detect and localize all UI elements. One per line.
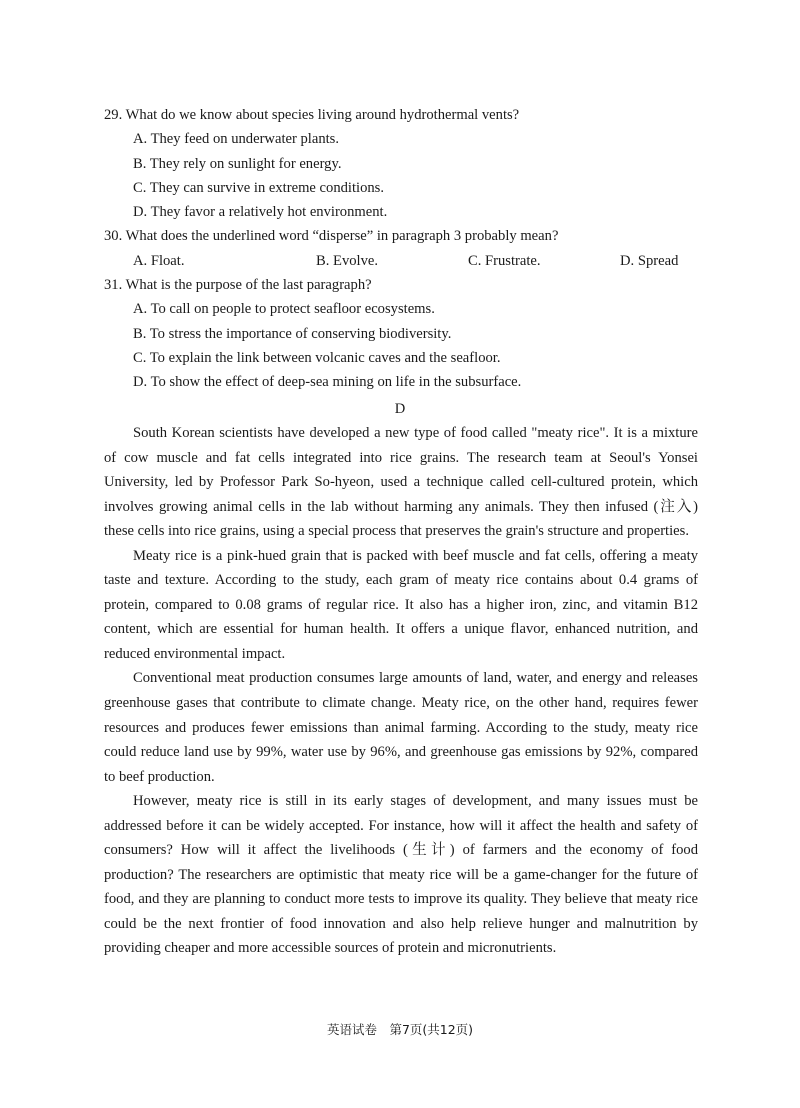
page-footer (0, 1020, 800, 1040)
option-c: C. They can survive in extreme conditions. (133, 179, 385, 196)
option-b: B. To stress the importance of conserving biodiversity. (133, 325, 452, 342)
option-a: A. Float. (133, 252, 185, 269)
question-29 (104, 103, 704, 224)
question-30 (104, 224, 704, 273)
paragraph-3: Conventional meat production consumes large amounts of land, water, and energy and releases greenhouse gases that contribute to climate change. Meaty rice, on the other hand, requires fewer resources and produces fewer emissions than animal farming. According to the study, meaty rice could reduce land use by 99%, water use by 96%, and greenhouse gas emissions by 92%, compared to beef production. (104, 670, 698, 785)
option-d: D. Spread (620, 252, 679, 269)
paragraph-1: South Korean scientists have developed a new type of food called "meaty rice". It is a mixture of cow muscle and fat cells integrated into rice grains. The research team at Seoul's Yonsei University, led by Professor Park So-hyeon, used a technique called cell-cultured protein, which involves growing animal cells in the lab without harming any animals. They then infused (注入) these cells into rice grains, using a special process that preserves the grain's structure and properties. (104, 425, 698, 540)
section-heading: D (394, 401, 406, 417)
option-d: D. They favor a relatively hot environment. (133, 204, 388, 221)
option-b: B. Evolve. (316, 252, 379, 269)
question-stem: 30. What does the underlined word “disperse” in paragraph 3 probably mean? (104, 228, 559, 245)
question-stem: 29. What do we know about species living around hydrothermal vents? (104, 107, 520, 123)
option-b: B. They rely on sunlight for energy. (133, 155, 342, 172)
question-31 (104, 273, 704, 394)
option-a: A. To call on people to protect seafloor ecosystems. (133, 301, 435, 318)
paragraph-2: Meaty rice is a pink-hued grain that is packed with beef muscle and fat cells, offering a meaty taste and texture. According to the study, each gram of meaty rice contains about 0.4 grams of protein, compared to 0.08 grams of regular rice. It also has a higher iron, zinc, and vitamin B12 content, which are essential for human health. It offers a unique flavor, enhanced nutrition, and reduced environmental impact. (104, 547, 698, 662)
option-c: C. Frustrate. (468, 252, 541, 269)
option-a: A. They feed on underwater plants. (133, 131, 340, 148)
question-list (104, 103, 704, 395)
reading-passage (104, 421, 698, 961)
question-stem: 31. What is the purpose of the last paragraph? (104, 277, 372, 294)
option-d: D. To show the effect of deep-sea mining on life in the subsurface. (133, 374, 522, 391)
footer-page-number: 英语试卷 第7页(共12页) (326, 1022, 474, 1037)
option-c: C. To explain the link between volcanic caves and the seafloor. (133, 349, 501, 366)
option-row (104, 249, 704, 273)
paragraph-4: However, meaty rice is still in its early stages of development, and many issues must be addressed before it can be widely accepted. For instance, how will it affect the health and safety of consumers? How will it affect the livelihoods (生计) of farmers and the economy of food production? The researchers are optimistic that meaty rice will be a game-changer for the future of food, and they are planning to conduct more tests to improve its quality. They believe that meaty rice could be the next frontier of food innovation and also help relieve hunger and malnutrition by providing cheaper and more accessible sources of protein and micronutrients. (104, 793, 698, 957)
